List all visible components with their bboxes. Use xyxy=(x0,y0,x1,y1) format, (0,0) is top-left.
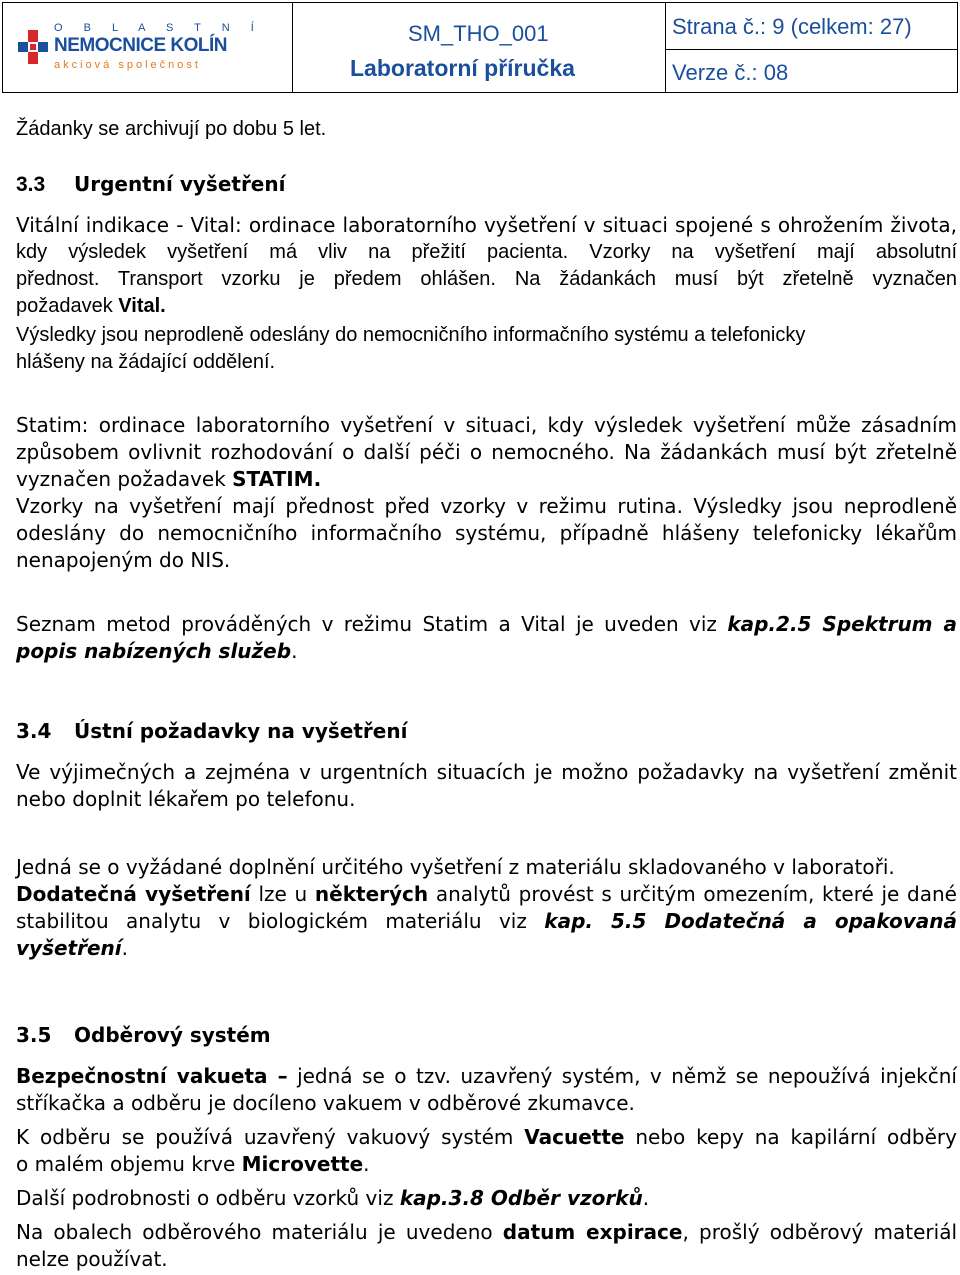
section-title: Urgentní vyšetření xyxy=(74,172,286,196)
text-span: , prošlý odběrový materiál xyxy=(682,1220,958,1244)
text-span: požadavek xyxy=(16,295,119,317)
text-line xyxy=(16,935,957,962)
text-line xyxy=(16,1063,957,1090)
text-line: Jedná se o vyžádané doplnění určitého vyšetření z materiálu skladovaného v laboratoři. xyxy=(16,855,895,879)
text-line: odeslány do nemocničního informačního systému, případně hlášeny telefonicky lékařům xyxy=(16,521,957,545)
logo-line-3: akciová společnost xyxy=(54,59,201,71)
text-span: stabilitou analytu v biologickém materiálu viz xyxy=(16,909,545,933)
text-line: Výsledky jsou neprodleně odeslány do nemocničního informačního systému a telefonicky xyxy=(16,324,806,346)
cross-reference: kap.2.5 Spektrum a xyxy=(727,612,957,636)
text-span: lze u xyxy=(250,882,315,906)
emphasis: Microvette xyxy=(241,1152,364,1176)
text-span: . xyxy=(642,1186,650,1210)
text-line xyxy=(16,638,957,665)
header-divider xyxy=(665,3,666,92)
section-number: 3.3 xyxy=(16,173,46,196)
statim-paragraph xyxy=(16,412,957,574)
section-heading-3-4 xyxy=(16,719,407,743)
emphasis: Dodatečná vyšetření xyxy=(16,882,251,906)
text-line: nelze používat. xyxy=(16,1247,168,1271)
page-number: Strana č.: 9 (celkem: 27) xyxy=(672,14,912,39)
text-span: analytů provést s určitým omezením, které je dané xyxy=(428,882,957,906)
text-line xyxy=(16,611,957,638)
intro-paragraph: Žádanky se archivují po dobu 5 let. xyxy=(16,118,327,140)
document-title: Laboratorní příručka xyxy=(350,55,575,81)
text-span: Další podrobnosti o odběru vzorků viz xyxy=(16,1186,400,1210)
emphasis: některých xyxy=(314,882,429,906)
text-line xyxy=(16,1124,957,1151)
text-span: . xyxy=(363,1152,370,1176)
vacuette-paragraph xyxy=(16,1063,957,1117)
emphasis: datum expirace xyxy=(502,1220,683,1244)
emphasis: Vacuette xyxy=(524,1125,625,1149)
logo-line-1: O B L A S T N Í xyxy=(54,22,263,34)
text-line xyxy=(16,881,957,908)
header-divider xyxy=(665,49,957,50)
text-line xyxy=(16,1219,957,1246)
text-span: K odběru se používá uzavřený vakuový systém xyxy=(16,1125,525,1149)
text-span: Seznam metod prováděných v režimu Statim a Vital je uveden viz xyxy=(16,612,728,636)
cross-reference: vyšetření xyxy=(16,936,122,960)
additional-tests-paragraph xyxy=(16,854,957,962)
methods-paragraph xyxy=(16,611,957,665)
text-line: stříkačka a odběru je docíleno vakuem v odběrové zkumavce. xyxy=(16,1091,635,1115)
text-line: přednost. Transport vzorku je předem ohlášen. Na žádankách musí být zřetelně vyznačen xyxy=(16,268,957,290)
text-line: způsobem ovlivnit rozhodování o další péči o nemocného. Na žádankách musí být zřetelně xyxy=(16,440,957,464)
text-line xyxy=(16,1151,957,1178)
header-divider xyxy=(292,3,293,92)
text-line: nebo doplnit lékařem po telefonu. xyxy=(16,787,356,811)
text-span: o malém objemu krve xyxy=(16,1152,242,1176)
cross-reference: kap. 5.5 Dodatečná a opakovaná xyxy=(544,909,957,933)
hospital-logo xyxy=(18,22,263,72)
text-span: nebo kepy na kapilární odběry xyxy=(624,1125,957,1149)
section-heading-3-5 xyxy=(16,1023,271,1047)
text-span: vyznačen požadavek xyxy=(16,467,233,491)
logo-hospital-name: NEMOCNICE KOLÍN xyxy=(54,35,227,56)
text-span: jedná se o tzv. uzavřený systém, v němž se nepoužívá injekční xyxy=(287,1064,957,1088)
emphasis: Bezpečnostní vakueta – xyxy=(16,1064,288,1088)
text-line xyxy=(16,466,957,493)
vital-paragraph xyxy=(16,212,957,320)
medical-cross-icon xyxy=(18,30,48,64)
text-line: Vzorky na vyšetření mají přednost před vzorky v režimu rutina. Výsledky jsou neprodleně xyxy=(16,494,957,518)
text-line: kdy výsledek vyšetření má vliv na přežití pacienta. Vzorky na vyšetření mají absolutní xyxy=(16,241,957,263)
text-line xyxy=(16,1185,957,1212)
details-paragraph xyxy=(16,1185,957,1212)
oral-requests-paragraph xyxy=(16,759,957,813)
text-line: Statim: ordinace laboratorního vyšetření v situaci, kdy výsledek vyšetření může zásadním xyxy=(16,413,957,437)
text-line: nenapojeným do NIS. xyxy=(16,548,231,572)
section-number: 3.5 xyxy=(16,1023,52,1047)
version-number: Verze č.: 08 xyxy=(672,60,789,85)
section-number: 3.4 xyxy=(16,719,52,743)
text-line: Ve výjimečných a zejména v urgentních situacích je možno požadavky na vyšetření změnit xyxy=(16,760,957,784)
collection-system-paragraph xyxy=(16,1124,957,1178)
cross-reference: kap.3.8 Odběr vzorků xyxy=(399,1186,643,1210)
cross-reference: popis nabízených služeb xyxy=(16,639,292,663)
results-paragraph xyxy=(16,322,957,376)
emphasis: Vital. xyxy=(118,295,166,317)
section-title: Ústní požadavky na vyšetření xyxy=(74,719,408,743)
section-title: Odběrový systém xyxy=(74,1023,271,1047)
document-code: SM_THO_001 xyxy=(408,21,549,46)
text-span: Na obalech odběrového materiálu je uvedeno xyxy=(16,1220,503,1244)
text-span: . xyxy=(121,936,128,960)
text-line: hlášeny na žádající oddělení. xyxy=(16,351,276,373)
text-line: Vitální indikace - Vital: ordinace laboratorního vyšetření v situaci spojené s ohrožením života, xyxy=(16,213,957,237)
text-line xyxy=(16,293,957,320)
text-line xyxy=(16,908,957,935)
text-span: . xyxy=(291,639,298,663)
emphasis: STATIM. xyxy=(232,467,322,491)
section-heading-3-3 xyxy=(16,172,285,197)
expiration-paragraph xyxy=(16,1219,957,1273)
